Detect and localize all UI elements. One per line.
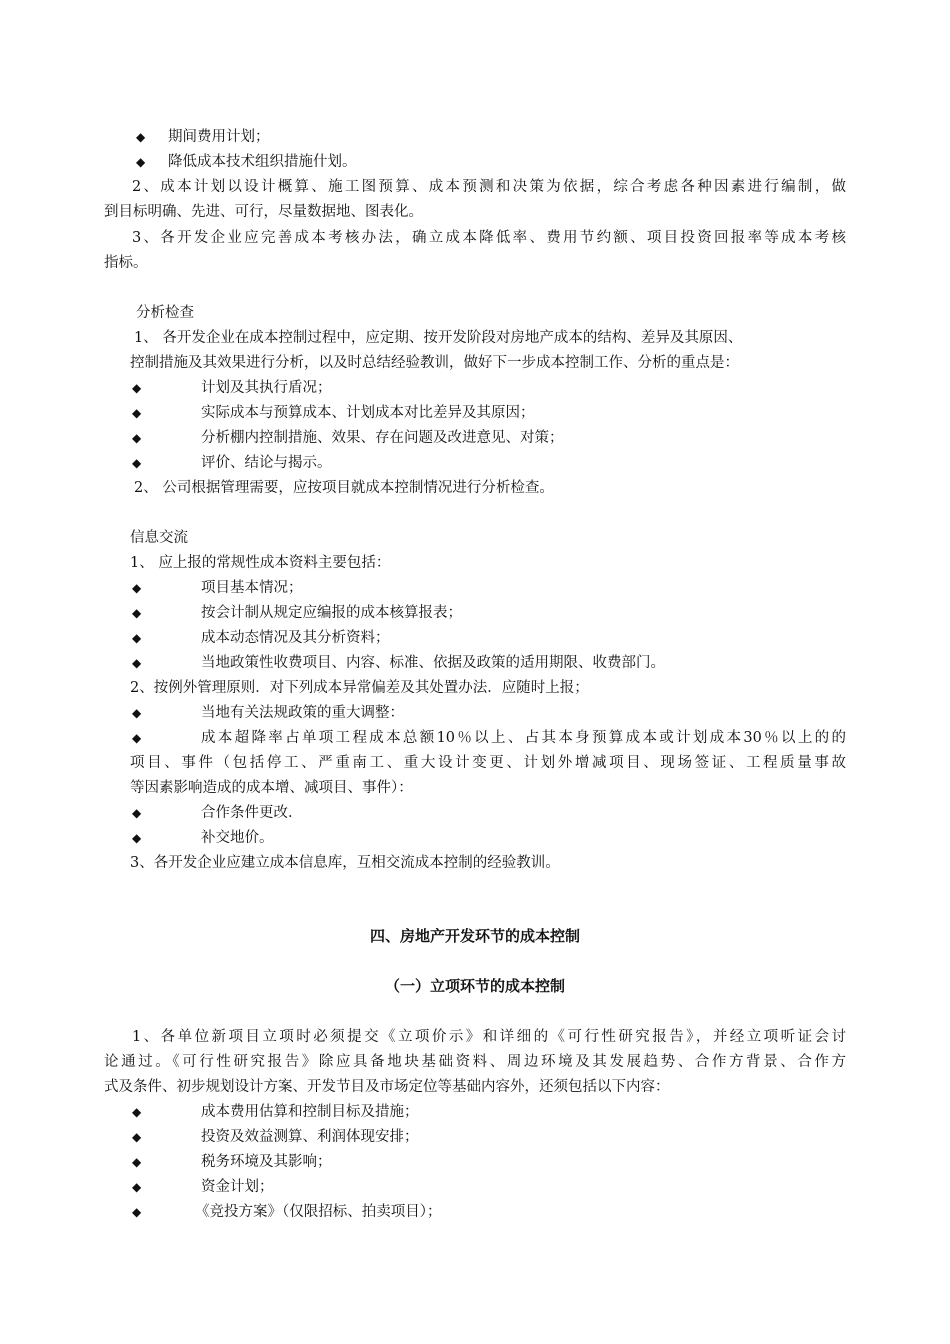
paragraph-line: 式及条件、初步规划设计方案、开发节目及市场定位等基础内容外，还须包括以下内容： bbox=[104, 1079, 670, 1095]
list-item: 计划及其执行盾况； bbox=[201, 380, 332, 396]
bullet-icon: ◆ bbox=[132, 731, 142, 745]
paragraph-line: 3、各开发企业应建立成本信息库，互相交流成本控制的经验教训。 bbox=[130, 855, 560, 871]
bullet-icon: ◆ bbox=[136, 155, 146, 169]
list-item: 成本动态情况及其分析资料； bbox=[201, 630, 390, 646]
paragraph-line: 2、 公司根据管理需要，应按项目就成本控制情况进行分析检查。 bbox=[134, 480, 554, 496]
paragraph-line: 3、各开发企业应完善成本考核办法，确立成本降低率、费用节约额、项目投资回报率等成本考核 bbox=[132, 230, 846, 246]
paragraph-line: 论通过。《可行性研究报告》除应具备地块基础资料、周边环境及其发展趋势、合作方背景、合作方 bbox=[104, 1054, 846, 1070]
bullet-icon: ◆ bbox=[132, 831, 142, 845]
bullet-icon: ◆ bbox=[132, 1180, 142, 1194]
list-item: 资金计划； bbox=[201, 1179, 274, 1195]
section-title: 四、房地产开发环节的成本控制 bbox=[369, 927, 580, 945]
paragraph-line: 控制措施及其效果进行分析，以及时总结经验教训，做好下一步成本控制工作、分析的重点是： bbox=[130, 355, 739, 371]
bullet-icon: ◆ bbox=[132, 581, 142, 595]
bullet-icon: ◆ bbox=[132, 456, 142, 470]
list-item: 补交地价。 bbox=[201, 830, 274, 846]
list-item: 税务环境及其影响； bbox=[201, 1154, 332, 1170]
bullet-icon: ◆ bbox=[132, 1155, 142, 1169]
list-item: 降低成本技术组织措施什划。 bbox=[168, 154, 357, 170]
list-item: 分析棚内控制措施、效果、存在问题及改进意见、对策； bbox=[201, 430, 564, 446]
paragraph-line: 1、各单位新项目立项时必须提交《立项价示》和详细的《可行性研究报告》，并经立项听证会讨 bbox=[132, 1029, 846, 1045]
bullet-icon: ◆ bbox=[132, 1105, 142, 1119]
list-item: 成本超降率占单项工程成本总额10％以上、占其本身预算成本或计划成本30％以上的的 bbox=[201, 730, 846, 746]
list-item: 期间费用计划； bbox=[168, 129, 270, 145]
paragraph-line: 2、成本计划以设计概算、施工图预算、成本预测和决策为依据，综合考虑各种因素进行编制，做 bbox=[132, 179, 846, 195]
paragraph-line: 到目标明确、先进、可行，尽量数据地、图表化。 bbox=[104, 204, 423, 220]
paragraph-line: 1、 各开发企业在成本控制过程中，应定期、按开发阶段对房地产成本的结构、差异及其原因、 bbox=[134, 330, 743, 346]
list-item: 实际成本与预算成本、计划成本对比差异及其原因； bbox=[201, 405, 535, 421]
bullet-icon: ◆ bbox=[132, 606, 142, 620]
paragraph-line: 指标。 bbox=[104, 255, 148, 271]
list-item: 项目基本情况； bbox=[201, 580, 303, 596]
list-item-continuation: 项目、事件（包括停工、严重南工、重大设计变更、计划外增减项目、现场签证、工程质量事故 bbox=[130, 755, 846, 771]
list-item: 投资及效益测算、利润体现安排； bbox=[201, 1129, 419, 1145]
section-heading: 分析检查 bbox=[136, 305, 194, 321]
list-item: 按会计制从规定应编报的成本核算报表； bbox=[201, 605, 462, 621]
list-item: 合作条件更改． bbox=[201, 805, 303, 821]
bullet-icon: ◆ bbox=[136, 130, 146, 144]
bullet-icon: ◆ bbox=[132, 381, 142, 395]
bullet-icon: ◆ bbox=[132, 1205, 142, 1219]
section-heading: 信息交流 bbox=[130, 530, 188, 546]
subsection-title: （一）立项环节的成本控制 bbox=[384, 977, 565, 995]
list-item: 当地有关法规政策的重大调整： bbox=[201, 705, 404, 721]
list-item: 当地政策性收费项目、内容、标准、依据及政策的适用期限、收费部门。 bbox=[201, 655, 665, 671]
bullet-icon: ◆ bbox=[132, 806, 142, 820]
paragraph-line: 2、按例外管理原则．对下列成本异常偏差及其处置办法．应随时上报； bbox=[130, 680, 589, 696]
list-item: 成本费用估算和控制目标及措施； bbox=[201, 1104, 419, 1120]
list-item: 《竞投方案》（仅限招标、拍卖项目）； bbox=[195, 1204, 442, 1220]
list-item: 评价、结论与揭示。 bbox=[201, 455, 332, 471]
bullet-icon: ◆ bbox=[132, 656, 142, 670]
bullet-icon: ◆ bbox=[132, 431, 142, 445]
bullet-icon: ◆ bbox=[132, 406, 142, 420]
paragraph-line: 1、 应上报的常规性成本资料主要包括： bbox=[130, 555, 391, 571]
bullet-icon: ◆ bbox=[132, 631, 142, 645]
bullet-icon: ◆ bbox=[132, 706, 142, 720]
list-item-continuation: 等因素影响造成的成本增、减项目、事件）： bbox=[130, 780, 413, 796]
bullet-icon: ◆ bbox=[132, 1130, 142, 1144]
